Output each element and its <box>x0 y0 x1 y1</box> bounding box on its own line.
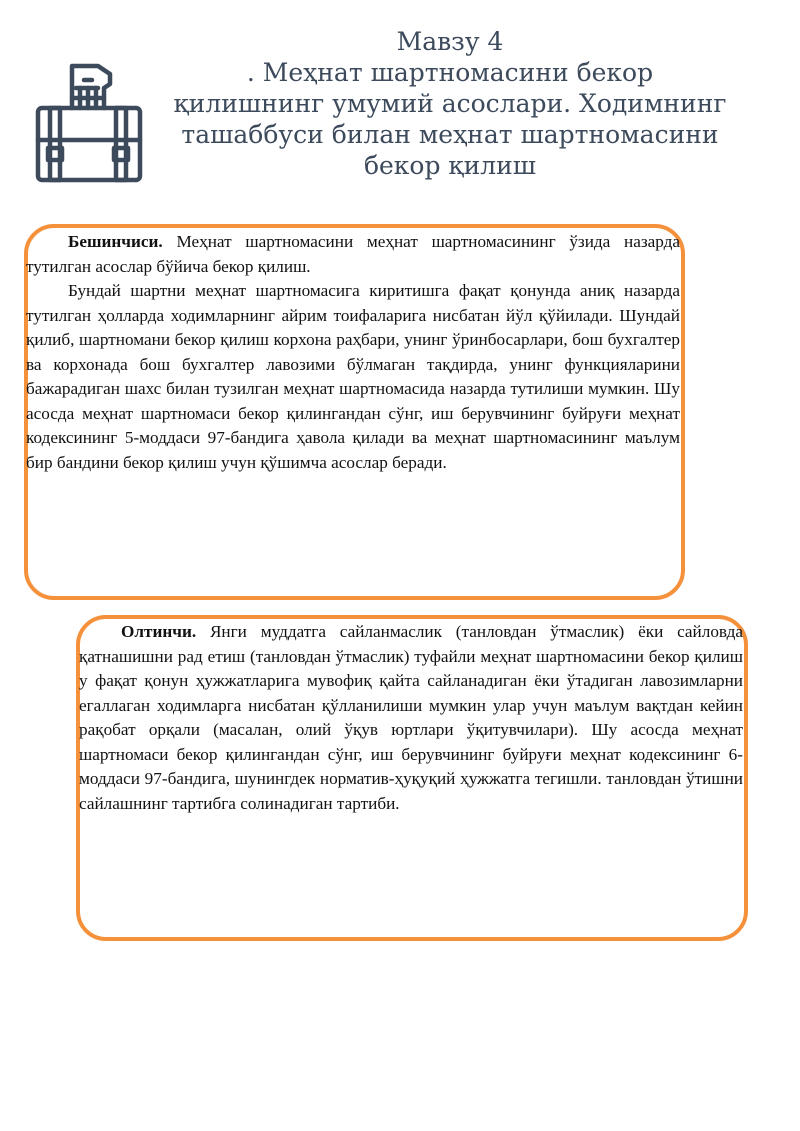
section-lead: Бешинчиси. <box>68 232 163 251</box>
paragraph <box>79 620 743 816</box>
page-title <box>130 26 770 181</box>
paragraph-text: Меҳнат шартномасини меҳнат шартномасининг ўзида назарда тутилган асослар бўйича бекор қилиш. <box>26 232 680 276</box>
section-lead: Олтинчи. <box>121 622 197 641</box>
section-text-sixth <box>79 620 743 816</box>
title-line: Мавзу 4 <box>396 27 504 56</box>
paragraph-text: Янги муддатга сайланмаслик (танловдан ўтмаслик) ёки сайловда қатнашишни рад етиш (танловдан ўтмаслик) туфайли меҳнат шартномасини бекор қилиш у фақат қонун ҳужжатларига мувофиқ қайта сайланадиган ёки ўтадиган лавозимларни егаллаган ходимларга нисбатан қўлланилиши мумкин улар учун маълум вақтдан кейин рақобат орқали (масалан, олий ўқув юртлари ўқитувчилари). Шу асосда меҳнат шартномаси бекор қилингандан сўнг, иш берувчининг буйруғи меҳнат кодексининг 6-моддаси 97-бандига, шунингдек норматив-ҳуқуқий ҳужжатга тегишли. танловдан ўтишни сайлашнинг тартибга солинадиган тартиби. <box>79 622 743 813</box>
title-line: . Меҳнат шартномасини бекор <box>246 58 654 87</box>
title-line: қилишнинг умумий асослари. Ходимнинг <box>173 89 727 118</box>
title-line: бекор қилиш <box>363 151 537 180</box>
briefcase-hand-icon <box>30 58 146 186</box>
paragraph <box>26 230 680 279</box>
paragraph: Бундай шартни меҳнат шартномасига киритишга фақат қонунда аниқ назарда тутилган ҳолларда ходимларнинг айрим тоифаларига нисбатан йўл қўйилади. Шундай қилиб, шартномани бекор қилиш корхона раҳбари, унинг ўринбосарлари, бош бухгалтер ва корхонада бош бухгалтер лавозими бўлмаган тақдирда, унинг функцияларини бажарадиган шахс билан тузилган меҳнат шартномасида назарда тутилиши мумкин. Шу асосда меҳнат шартномаси бекор қилингандан сўнг, иш берувчининг буйруғи меҳнат кодексининг 5-моддаси 97-бандига ҳавола қилади ва меҳнат шартномасининг маълум бир бандини бекор қилиш учун қўшимча асослар беради. <box>26 281 680 472</box>
title-line: ташаббуси билан меҳнат шартномасини <box>181 120 719 149</box>
section-text-fifth <box>26 230 680 475</box>
